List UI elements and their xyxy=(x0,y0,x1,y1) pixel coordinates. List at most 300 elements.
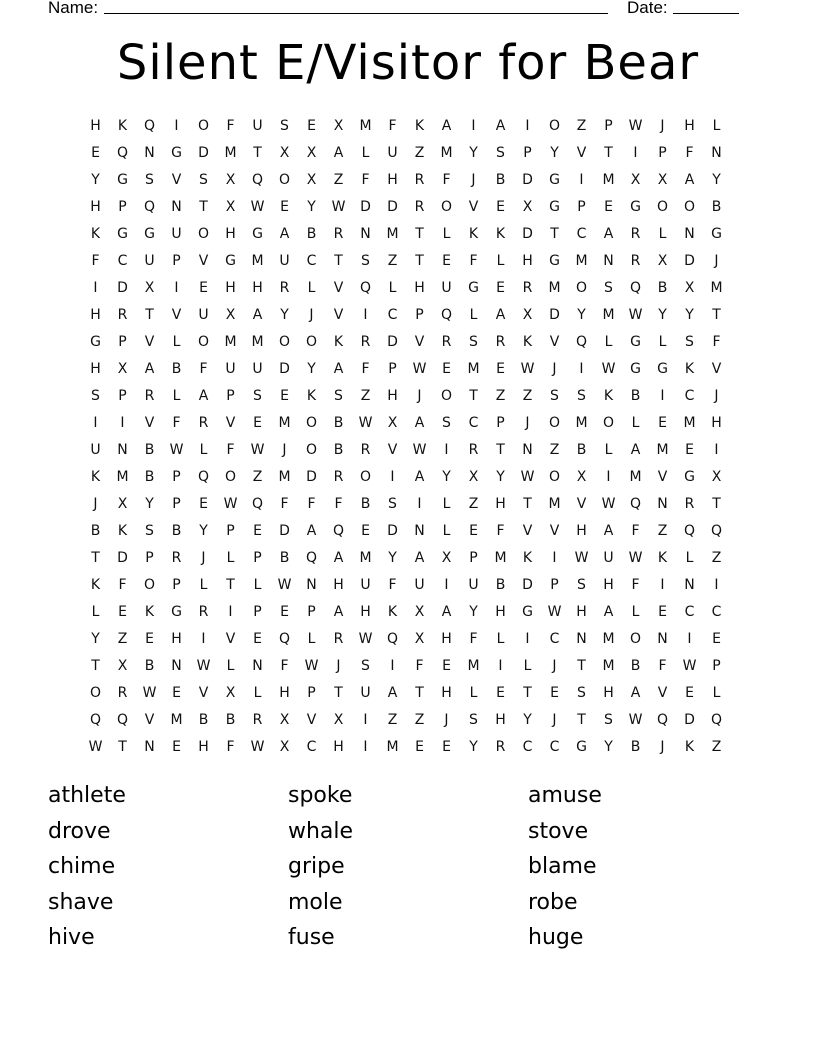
grid-letter: N xyxy=(684,576,695,593)
grid-letter: L xyxy=(307,279,316,296)
grid-letter: D xyxy=(387,522,398,539)
grid-letter: F xyxy=(91,252,100,269)
grid-letter: Y xyxy=(388,549,397,566)
grid-letter: X xyxy=(225,171,236,188)
grid-letter: B xyxy=(198,711,209,728)
grid-letter: P xyxy=(226,387,235,404)
grid-letter: Y xyxy=(658,306,667,323)
grid-letter: I xyxy=(228,603,233,620)
grid-letter: S xyxy=(496,144,505,161)
grid-letter: G xyxy=(522,603,533,620)
grid-letter: Y xyxy=(550,144,559,161)
grid-letter: P xyxy=(172,495,181,512)
grid-letter: R xyxy=(333,225,344,242)
word-search-grid xyxy=(82,112,730,760)
grid-letter: A xyxy=(252,306,263,323)
grid-letter: O xyxy=(305,333,318,350)
word-list-item: drove xyxy=(48,818,111,844)
grid-letter: B xyxy=(630,657,641,674)
grid-letter: S xyxy=(469,333,478,350)
grid-letter: E xyxy=(118,603,127,620)
grid-letter: Q xyxy=(197,468,210,485)
grid-letter: P xyxy=(307,603,316,620)
grid-letter: I xyxy=(660,387,665,404)
grid-letter: L xyxy=(442,522,451,539)
grid-letter: R xyxy=(414,171,425,188)
grid-letter: B xyxy=(144,468,155,485)
grid-letter: L xyxy=(91,603,100,620)
grid-letter: V xyxy=(144,711,155,728)
grid-letter: A xyxy=(414,468,425,485)
grid-letter: P xyxy=(118,333,127,350)
grid-letter: H xyxy=(252,279,263,296)
grid-letter: S xyxy=(550,387,559,404)
grid-letter: N xyxy=(117,441,128,458)
grid-letter: H xyxy=(495,495,506,512)
grid-letter: N xyxy=(414,522,425,539)
grid-letter: S xyxy=(91,387,100,404)
grid-letter: A xyxy=(684,171,695,188)
grid-letter: O xyxy=(197,117,210,134)
grid-letter: H xyxy=(441,630,452,647)
grid-letter: G xyxy=(711,225,722,242)
name-date-header xyxy=(0,0,816,20)
grid-letter: S xyxy=(604,279,613,296)
grid-letter: L xyxy=(712,117,721,134)
grid-letter: H xyxy=(225,225,236,242)
grid-letter: B xyxy=(144,657,155,674)
grid-letter: M xyxy=(359,549,372,566)
grid-letter: G xyxy=(549,171,560,188)
grid-letter: M xyxy=(548,279,561,296)
grid-letter: J xyxy=(525,414,530,431)
grid-letter: K xyxy=(495,225,506,242)
grid-letter: C xyxy=(387,306,398,323)
grid-letter: U xyxy=(360,576,371,593)
grid-letter: H xyxy=(603,576,614,593)
grid-letter: C xyxy=(549,738,560,755)
grid-letter: G xyxy=(252,225,263,242)
grid-letter: P xyxy=(172,576,181,593)
grid-letter: J xyxy=(660,117,665,134)
grid-letter: Y xyxy=(91,630,100,647)
grid-letter: R xyxy=(333,468,344,485)
grid-letter: H xyxy=(684,117,695,134)
grid-letter: I xyxy=(174,279,179,296)
grid-letter: P xyxy=(145,549,154,566)
grid-letter: A xyxy=(279,225,290,242)
grid-letter: M xyxy=(224,333,237,350)
grid-letter: G xyxy=(117,225,128,242)
grid-letter: Y xyxy=(523,711,532,728)
grid-letter: S xyxy=(388,495,397,512)
grid-letter: L xyxy=(253,576,262,593)
grid-letter: H xyxy=(279,684,290,701)
grid-letter: M xyxy=(467,657,480,674)
grid-letter: P xyxy=(172,252,181,269)
grid-letter: L xyxy=(442,495,451,512)
grid-letter: X xyxy=(576,468,587,485)
grid-letter: M xyxy=(386,738,399,755)
grid-letter: E xyxy=(442,738,451,755)
grid-letter: V xyxy=(198,252,209,269)
grid-letter: K xyxy=(90,225,101,242)
grid-letter: M xyxy=(494,549,507,566)
grid-letter: F xyxy=(631,522,640,539)
grid-letter: L xyxy=(658,333,667,350)
grid-letter: E xyxy=(496,279,505,296)
grid-letter: X xyxy=(333,711,344,728)
grid-letter: G xyxy=(657,360,668,377)
grid-letter: V xyxy=(414,333,425,350)
grid-letter: R xyxy=(684,495,695,512)
grid-letter: T xyxy=(415,684,424,701)
grid-letter: T xyxy=(469,387,478,404)
grid-letter: M xyxy=(548,495,561,512)
grid-letter: D xyxy=(306,468,317,485)
grid-letter: O xyxy=(305,414,318,431)
grid-letter: M xyxy=(602,630,615,647)
grid-letter: J xyxy=(552,711,557,728)
grid-letter: L xyxy=(496,630,505,647)
grid-letter: I xyxy=(579,360,584,377)
word-list-item: gripe xyxy=(288,854,345,880)
grid-letter: L xyxy=(226,549,235,566)
grid-letter: W xyxy=(196,657,211,674)
grid-letter: J xyxy=(282,441,287,458)
grid-letter: M xyxy=(602,306,615,323)
grid-letter: I xyxy=(660,576,665,593)
grid-letter: E xyxy=(442,657,451,674)
grid-letter: N xyxy=(306,576,317,593)
grid-letter: T xyxy=(712,306,721,323)
grid-letter: Z xyxy=(657,522,668,539)
word-list xyxy=(48,780,768,958)
grid-letter: I xyxy=(363,738,368,755)
grid-letter: H xyxy=(360,603,371,620)
grid-letter: T xyxy=(118,738,127,755)
grid-letter: K xyxy=(117,522,128,539)
grid-letter: X xyxy=(144,279,155,296)
grid-letter: A xyxy=(306,522,317,539)
grid-letter: P xyxy=(253,603,262,620)
grid-letter: W xyxy=(250,441,265,458)
grid-letter: G xyxy=(468,279,479,296)
grid-letter: G xyxy=(630,333,641,350)
grid-letter: J xyxy=(444,711,449,728)
grid-letter: N xyxy=(171,198,182,215)
grid-letter: U xyxy=(387,144,398,161)
grid-letter: U xyxy=(414,576,425,593)
grid-letter: I xyxy=(93,414,98,431)
grid-letter: L xyxy=(631,414,640,431)
grid-letter: W xyxy=(304,657,319,674)
grid-letter: G xyxy=(684,468,695,485)
grid-letter: D xyxy=(117,279,128,296)
grid-letter: A xyxy=(144,360,155,377)
grid-letter: A xyxy=(603,603,614,620)
name-blank-line[interactable] xyxy=(104,13,608,14)
grid-letter: R xyxy=(171,549,182,566)
grid-letter: Z xyxy=(576,117,587,134)
grid-letter: L xyxy=(469,684,478,701)
grid-letter: Q xyxy=(116,144,129,161)
grid-letter: X xyxy=(117,657,128,674)
grid-letter: M xyxy=(710,279,723,296)
grid-letter: X xyxy=(279,144,290,161)
grid-letter: L xyxy=(604,441,613,458)
grid-letter: W xyxy=(628,711,643,728)
grid-letter: J xyxy=(552,657,557,674)
grid-letter: Q xyxy=(440,306,453,323)
grid-letter: E xyxy=(496,684,505,701)
grid-letter: N xyxy=(684,225,695,242)
grid-letter: M xyxy=(116,468,129,485)
grid-letter: I xyxy=(579,171,584,188)
grid-letter: W xyxy=(223,495,238,512)
grid-letter: A xyxy=(387,684,398,701)
grid-letter: O xyxy=(197,333,210,350)
word-list-item: athlete xyxy=(48,783,126,808)
grid-letter: D xyxy=(279,522,290,539)
grid-letter: O xyxy=(629,630,642,647)
grid-letter: E xyxy=(307,117,316,134)
grid-letter: Z xyxy=(333,171,344,188)
grid-letter: H xyxy=(171,630,182,647)
grid-letter: I xyxy=(120,414,125,431)
grid-letter: M xyxy=(251,252,264,269)
grid-letter: T xyxy=(712,495,721,512)
grid-letter: V xyxy=(522,522,533,539)
grid-letter: X xyxy=(630,171,641,188)
grid-letter: A xyxy=(333,549,344,566)
grid-letter: R xyxy=(252,711,263,728)
grid-letter: B xyxy=(495,576,506,593)
grid-letter: R xyxy=(441,333,452,350)
grid-letter: K xyxy=(684,360,695,377)
grid-letter: X xyxy=(441,549,452,566)
grid-letter: H xyxy=(441,684,452,701)
grid-letter: F xyxy=(280,657,289,674)
grid-letter: R xyxy=(414,198,425,215)
grid-letter: H xyxy=(198,738,209,755)
grid-letter: B xyxy=(333,414,344,431)
grid-letter: E xyxy=(442,360,451,377)
grid-letter: N xyxy=(252,657,263,674)
grid-letter: K xyxy=(468,225,479,242)
grid-letter: H xyxy=(576,603,587,620)
grid-letter: Z xyxy=(252,468,263,485)
grid-letter: Q xyxy=(629,495,642,512)
grid-letter: L xyxy=(361,144,370,161)
grid-letter: X xyxy=(468,468,479,485)
grid-letter: S xyxy=(361,252,370,269)
grid-letter: Z xyxy=(549,441,560,458)
grid-letter: O xyxy=(278,171,291,188)
grid-letter: J xyxy=(714,252,719,269)
grid-letter: E xyxy=(685,684,694,701)
grid-letter: F xyxy=(226,738,235,755)
grid-letter: C xyxy=(549,630,560,647)
grid-letter: E xyxy=(415,738,424,755)
grid-letter: X xyxy=(306,144,317,161)
word-list-item: shave xyxy=(48,889,114,915)
grid-letter: P xyxy=(415,306,424,323)
grid-letter: B xyxy=(171,360,182,377)
grid-letter: H xyxy=(495,603,506,620)
grid-letter: J xyxy=(714,387,719,404)
grid-letter: X xyxy=(711,468,722,485)
grid-letter: A xyxy=(414,414,425,431)
grid-letter: G xyxy=(117,171,128,188)
grid-letter: Z xyxy=(387,252,398,269)
date-blank-line[interactable] xyxy=(673,13,739,14)
grid-letter: L xyxy=(172,387,181,404)
grid-letter: Q xyxy=(251,495,264,512)
grid-letter: K xyxy=(414,117,425,134)
grid-letter: T xyxy=(415,252,424,269)
grid-letter: O xyxy=(548,414,561,431)
grid-letter: B xyxy=(333,441,344,458)
grid-letter: V xyxy=(549,333,560,350)
grid-letter: W xyxy=(520,360,535,377)
grid-letter: H xyxy=(90,360,101,377)
grid-letter: E xyxy=(685,441,694,458)
grid-letter: J xyxy=(201,549,206,566)
grid-letter: P xyxy=(523,144,532,161)
grid-letter: W xyxy=(520,468,535,485)
name-label: Name: xyxy=(48,0,99,17)
grid-letter: M xyxy=(440,144,453,161)
grid-letter: Q xyxy=(116,711,129,728)
grid-letter: O xyxy=(575,279,588,296)
grid-letter: H xyxy=(387,171,398,188)
grid-letter: Y xyxy=(469,603,478,620)
grid-letter: O xyxy=(359,468,372,485)
grid-letter: V xyxy=(198,684,209,701)
grid-letter: I xyxy=(525,630,530,647)
grid-letter: D xyxy=(279,360,290,377)
grid-letter: O xyxy=(305,441,318,458)
grid-letter: E xyxy=(145,630,154,647)
grid-letter: F xyxy=(631,576,640,593)
grid-letter: P xyxy=(388,360,397,377)
grid-letter: M xyxy=(575,252,588,269)
grid-letter: C xyxy=(576,225,587,242)
grid-letter: E xyxy=(469,522,478,539)
grid-letter: M xyxy=(278,468,291,485)
grid-letter: G xyxy=(225,252,236,269)
grid-letter: J xyxy=(336,657,341,674)
grid-letter: S xyxy=(145,171,154,188)
grid-letter: A xyxy=(603,522,614,539)
grid-letter: O xyxy=(683,198,696,215)
grid-letter: G xyxy=(171,144,182,161)
grid-letter: C xyxy=(522,738,533,755)
grid-letter: B xyxy=(657,279,668,296)
grid-letter: V xyxy=(144,414,155,431)
grid-letter: M xyxy=(602,657,615,674)
grid-letter: E xyxy=(91,144,100,161)
grid-letter: R xyxy=(630,252,641,269)
grid-letter: H xyxy=(225,279,236,296)
grid-letter: H xyxy=(711,414,722,431)
word-list-item: huge xyxy=(528,925,584,951)
grid-letter: N xyxy=(522,441,533,458)
grid-letter: S xyxy=(577,576,586,593)
grid-letter: I xyxy=(498,657,503,674)
grid-letter: C xyxy=(468,414,479,431)
grid-letter: C xyxy=(684,387,695,404)
grid-letter: R xyxy=(630,225,641,242)
grid-letter: F xyxy=(280,495,289,512)
grid-letter: X xyxy=(306,171,317,188)
grid-letter: Q xyxy=(332,522,345,539)
grid-letter: A xyxy=(333,603,344,620)
grid-letter: L xyxy=(442,225,451,242)
grid-letter: T xyxy=(604,144,613,161)
grid-letter: U xyxy=(144,252,155,269)
grid-letter: T xyxy=(496,441,505,458)
grid-letter: K xyxy=(90,576,101,593)
grid-letter: A xyxy=(441,117,452,134)
grid-letter: D xyxy=(387,198,398,215)
grid-letter: L xyxy=(172,333,181,350)
grid-letter: I xyxy=(471,117,476,134)
grid-letter: A xyxy=(630,441,641,458)
grid-letter: E xyxy=(280,603,289,620)
grid-letter: W xyxy=(250,198,265,215)
grid-letter: E xyxy=(496,198,505,215)
grid-letter: K xyxy=(387,603,398,620)
grid-letter: T xyxy=(415,225,424,242)
grid-letter: J xyxy=(309,306,314,323)
grid-letter: I xyxy=(552,549,557,566)
grid-letter: S xyxy=(361,657,370,674)
grid-letter: W xyxy=(682,657,697,674)
grid-letter: O xyxy=(656,198,669,215)
grid-letter: Y xyxy=(307,360,316,377)
grid-letter: X xyxy=(414,603,425,620)
grid-letter: R xyxy=(495,738,506,755)
grid-letter: T xyxy=(199,198,208,215)
grid-letter: W xyxy=(601,360,616,377)
grid-letter: R xyxy=(198,603,209,620)
grid-letter: D xyxy=(198,144,209,161)
grid-letter: D xyxy=(522,576,533,593)
grid-letter: F xyxy=(334,495,343,512)
grid-letter: Y xyxy=(685,306,694,323)
grid-letter: S xyxy=(253,387,262,404)
grid-letter: Q xyxy=(143,198,156,215)
grid-letter: L xyxy=(226,657,235,674)
grid-letter: L xyxy=(658,225,667,242)
grid-letter: I xyxy=(606,468,611,485)
grid-letter: V xyxy=(576,144,587,161)
grid-letter: K xyxy=(522,549,533,566)
grid-letter: B xyxy=(90,522,101,539)
grid-letter: L xyxy=(604,333,613,350)
grid-letter: Z xyxy=(495,387,506,404)
grid-letter: B xyxy=(360,495,371,512)
grid-letter: R xyxy=(117,684,128,701)
grid-letter: X xyxy=(657,171,668,188)
grid-letter: L xyxy=(631,603,640,620)
grid-letter: A xyxy=(414,549,425,566)
grid-letter: S xyxy=(577,684,586,701)
grid-letter: Y xyxy=(145,495,154,512)
grid-letter: A xyxy=(441,603,452,620)
